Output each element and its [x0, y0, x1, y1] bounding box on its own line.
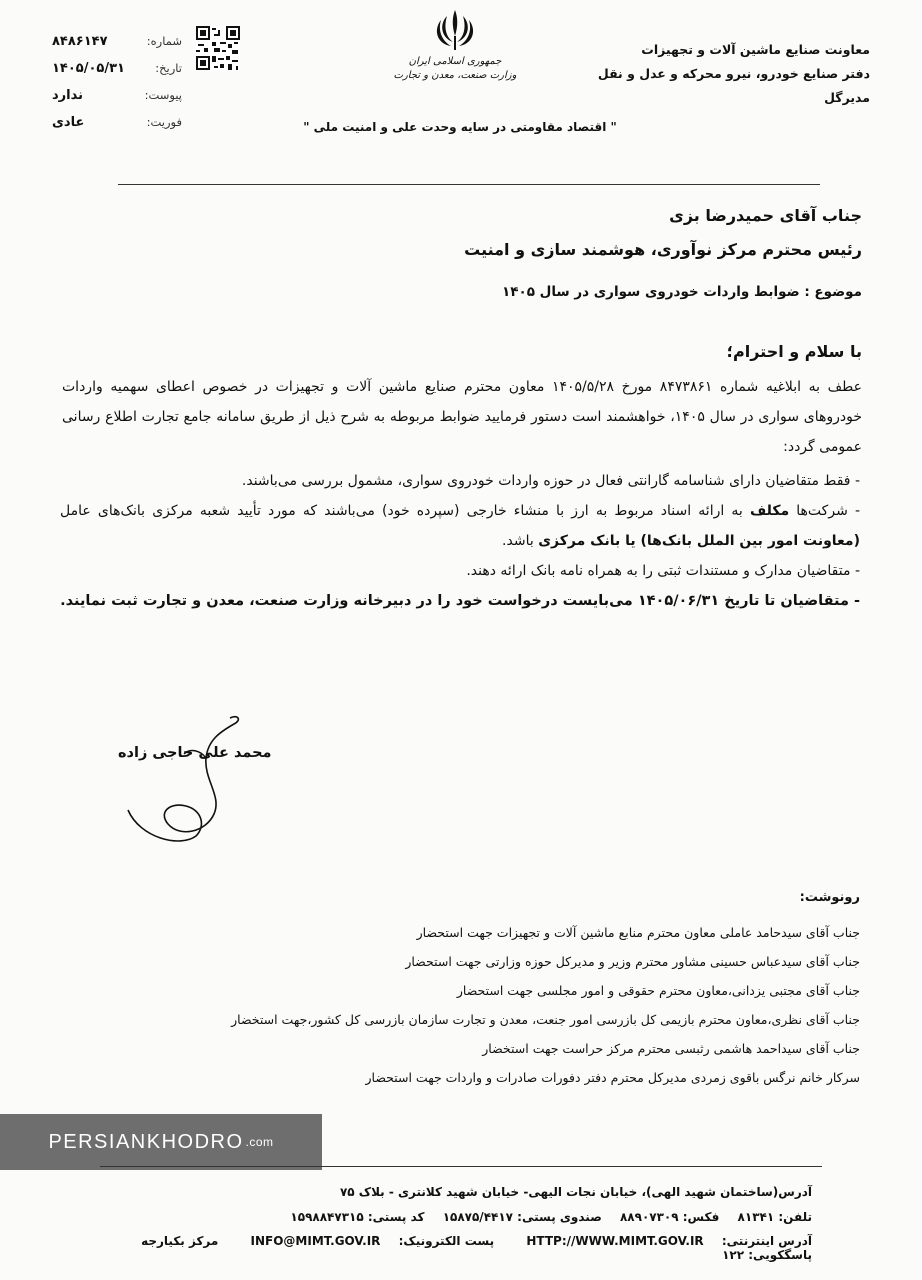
meta-date	[52, 61, 182, 88]
iran-emblem-icon	[425, 6, 485, 56]
meta-priority	[52, 115, 182, 142]
footer-pobox: صندوی پستی: ۱۵۸۷۵/۴۴۱۷	[442, 1210, 602, 1224]
sender-organization	[550, 38, 870, 110]
body-paragraph: عطف به ابلاغیه شماره ۸۴۷۳۸۶۱ مورخ ۱۴۰۵/۵/۲۸ معاون محترم صنایع ماشین آلات و تجهیزات در خصوص اعطای سهمیه واردات خودروهای سواری در سال ۱۴۰۵، خواهشمند است دستور فرمایید ضوابط مربوطه به شرح ذیل از طریق سامانه جامع تجارت اطلاع رسانی عمومی گردد:	[62, 379, 862, 455]
ministry-line-2: وزارت صنعت، معدن و تجارت	[393, 70, 517, 81]
cc-heading: رونوشت:	[799, 890, 860, 905]
number-label: شماره:	[146, 34, 182, 48]
list-item: - متقاضیان تا تاریخ ۱۴۰۵/۰۶/۳۱ می‌بایست درخواست خود را در دبیرخانه وزارت صنعت، معدن و تجارت ثبت نمایند.	[60, 593, 860, 609]
attachment-label: پیوست:	[144, 88, 182, 102]
addressee-name: جناب آقای حمیدرضا بزی	[669, 206, 862, 225]
list-item: جناب آقای نظری،معاون محترم بازیمی کل بازرسی امور جنعت، معدن و تجارت سازمان بازرسی کل کشور،جهت استخضار	[231, 1012, 860, 1027]
requirements-list	[60, 466, 860, 616]
bullet2-part-c: به ارائه اسناد مربوط به ارز با منشاء خارجی (سپرده خود) می‌باشند که مورد تأیید شعبه مرکزی بانک‌های عامل	[60, 503, 750, 519]
list-item: جناب آقای سیدحامد عاملی معاون محترم منابع ماشین آلات و تجهیزات جهت استحضار	[416, 925, 860, 940]
list-item: جناب آقای سیداحمد هاشمی رثبسی محترم مرکز حراست جهت استخضار	[482, 1041, 860, 1056]
list-item	[60, 496, 860, 556]
footer-web-label: آدرس اینترنتی:	[721, 1234, 812, 1248]
ministry-name	[380, 55, 530, 83]
list-item: جناب آقای مجتبی یزدانی،معاون محترم حقوقی و امور مجلسی جهت استحضار	[456, 983, 860, 998]
attachment-value: ندارد	[52, 88, 84, 103]
handwritten-signature-icon	[110, 710, 290, 850]
footer-contacts	[92, 1210, 812, 1224]
number-value: ۸۴۸۶۱۴۷	[52, 34, 108, 49]
list-item: جناب آقای سیدعباس حسینی مشاور محترم وزیر و مدیرکل حوزه وزارتی جهت استحضار	[405, 954, 860, 969]
date-value: ۱۴۰۵/۰۵/۳۱	[52, 61, 125, 76]
greeting: با سلام و احترام؛	[726, 342, 862, 361]
list-item: سرکار خانم نرگس باقوی زمردی مدیرکل محترم دفتر دفورات صادرات و واردات جهت استحضار	[365, 1070, 860, 1085]
list-item: - متقاضیان مدارک و مستندات ثبتی را به همراه نامه بانک ارائه دهند.	[466, 563, 860, 579]
priority-label: فوریت:	[146, 115, 182, 129]
addressee-title: رئیس محترم مرکز نوآوری، هوشمند سازی و امنیت	[464, 240, 862, 259]
footer-callcenter: مرکز بکیارجه پاسگکویی: ۱۲۲	[141, 1234, 812, 1262]
org-line-3: مدیرگل	[824, 90, 870, 105]
letter-meta	[52, 34, 182, 142]
date-label: تاریخ:	[155, 61, 182, 75]
list-item: - فقط متقاضیان دارای شناسامه گارانتی فعال در حوزه واردات خودروی سواری، مشمول بررسی می‌باشند.	[241, 473, 860, 489]
footer-postal-code: کد پستی: ۱۵۹۸۸۴۷۳۱۵	[290, 1210, 425, 1224]
footer-online	[92, 1234, 812, 1262]
header-divider	[118, 184, 820, 185]
meta-attachment	[52, 88, 182, 115]
qr-code-icon	[196, 26, 240, 70]
slogan: " اقتصاد مقاومتی در سایه وحدت علی و امنیت ملی "	[303, 120, 617, 134]
footer-email-label: پست الکترونیک:	[398, 1234, 495, 1248]
org-line-2: دفتر صنایع خودرو، نیرو محرکه و عدل و نقل	[597, 66, 870, 81]
footer-phone: تلفن: ۸۱۳۴۱	[737, 1210, 812, 1224]
subject-line: موضوع : ضوابط واردات خودروی سواری در سال ۱۴۰۵	[501, 284, 862, 300]
bullet2-emphasis-obligated: مکلف	[749, 503, 790, 519]
meta-number	[52, 34, 182, 61]
bullet2-part-a: - شرکت‌ها	[789, 503, 860, 519]
watermark-text: PERSIANKHODRO	[48, 1130, 244, 1153]
cc-list	[140, 918, 860, 1092]
watermark-banner	[0, 1114, 322, 1170]
ministry-line-1: جمهوری اسلامی ایران	[408, 56, 502, 67]
watermark-domain: .com	[245, 1135, 274, 1149]
signer-name: محمد علی حاجی زاده	[118, 745, 272, 761]
footer-email	[237, 1234, 495, 1248]
bullet2-emphasis-banks: (معاونت امور بین الملل بانک‌ها) یا بانک مرکزی	[538, 533, 860, 549]
footer-address: آدرس(ساختمان شهید الهی)، خیابان نجات الیهی- خیابان شهید کلانتری - بلاک ۷۵	[339, 1185, 812, 1199]
org-line-1: معاونت صنایع ماشین آلات و تجهیزات	[641, 42, 870, 57]
footer-web	[512, 1234, 812, 1248]
footer-web-url[interactable]: HTTP://WWW.MIMT.GOV.IR	[526, 1234, 704, 1248]
bullet2-part-e: باشد.	[502, 533, 539, 549]
footer-fax: فکس: ۸۸۹۰۷۳۰۹	[619, 1210, 720, 1224]
footer-divider	[100, 1166, 822, 1167]
footer-email-address[interactable]: INFO@MIMT.GOV.IR	[250, 1234, 381, 1248]
priority-value: عادی	[52, 115, 85, 130]
